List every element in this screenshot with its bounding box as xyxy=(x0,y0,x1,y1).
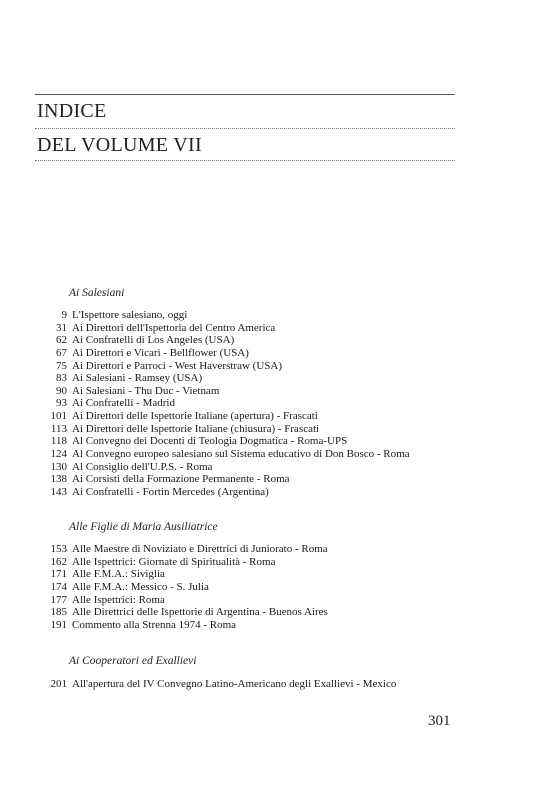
index-entry xyxy=(0,678,559,691)
entry-page: 138 xyxy=(50,473,67,486)
index-entry xyxy=(0,606,559,619)
volume-title: DEL VOLUME VII xyxy=(37,134,202,156)
entry-title: Commento alla Strenna 1974 - Roma xyxy=(72,618,237,631)
index-entry xyxy=(0,556,559,569)
entry-page: 177 xyxy=(50,593,67,606)
index-entry xyxy=(0,334,559,347)
entry-page: 9 xyxy=(61,309,67,321)
index-entry xyxy=(0,486,559,499)
entry-page: 31 xyxy=(56,321,67,334)
section-title-fma: Alle Figlie di Maria Ausiliatrice xyxy=(69,521,218,533)
entry-title: Ai Direttori e Parroci - West Haverstraw (USA) xyxy=(72,359,282,372)
entry-title: Ai Confratelli - Fortin Mercedes (Argentina) xyxy=(72,485,269,498)
entry-page: 153 xyxy=(50,543,67,555)
entry-page: 75 xyxy=(56,359,67,372)
entry-page: 83 xyxy=(56,372,67,385)
entry-title: Alle Maestre di Noviziato e Direttrici di Juniorato - Roma xyxy=(72,543,328,555)
index-entry xyxy=(0,473,559,486)
index-entry xyxy=(0,385,559,398)
entry-title: All'apertura del IV Convegno Latino-Americano degli Exallievi - Mexico xyxy=(72,678,397,690)
entry-page: 124 xyxy=(50,448,67,461)
entries-cooperatori xyxy=(0,678,559,691)
entry-title: Ai Direttori dell'Ispettoria del Centro America xyxy=(72,321,276,334)
entry-page: 201 xyxy=(50,678,67,690)
entry-title: Ai Salesiani - Thu Duc - Vietnam xyxy=(72,384,220,397)
index-entry xyxy=(0,568,559,581)
section-title-salesiani: Ai Salesiani xyxy=(69,287,125,299)
entry-page: 90 xyxy=(56,384,67,397)
top-rule xyxy=(35,94,455,95)
index-entry xyxy=(0,543,559,556)
entry-title: L'Ispettore salesiano, oggi xyxy=(72,309,188,321)
entry-page: 93 xyxy=(56,397,67,410)
entry-title: Alle Ispettrici: Roma xyxy=(72,593,165,606)
entry-title: Ai Salesiani - Ramsey (USA) xyxy=(72,372,203,385)
entry-title: Ai Direttori delle Ispettorie Italiane (apertura) - Frascati xyxy=(72,410,318,423)
index-entry xyxy=(0,448,559,461)
entries-fma xyxy=(0,543,559,631)
entry-title: Al Consiglio dell'U.P.S. - Roma xyxy=(72,460,213,473)
index-entry xyxy=(0,309,559,322)
entry-page: 113 xyxy=(50,422,67,435)
index-entry xyxy=(0,322,559,335)
entry-page: 62 xyxy=(56,334,67,347)
entry-title: Alle F.M.A.: Siviglia xyxy=(72,568,165,581)
section-title-cooperatori: Ai Cooperatori ed Exallievi xyxy=(69,655,197,667)
entry-title: Ai Confratelli di Los Angeles (USA) xyxy=(72,334,235,347)
index-entry xyxy=(0,461,559,474)
entry-page: 171 xyxy=(50,568,67,581)
index-entry xyxy=(0,619,559,632)
index-entry xyxy=(0,397,559,410)
entry-title: Alle Ispettrici: Giornate di Spiritualità - Roma xyxy=(72,555,276,568)
middle-rule xyxy=(35,128,455,129)
entries-salesiani xyxy=(0,309,559,499)
entry-title: Ai Corsisti della Formazione Permanente - Roma xyxy=(72,473,290,486)
index-entry xyxy=(0,435,559,448)
index-entry xyxy=(0,372,559,385)
entry-title: Alle Direttrici delle Ispettorie di Argentina - Buenos Aires xyxy=(72,606,328,619)
entry-page: 67 xyxy=(56,346,67,359)
index-entry xyxy=(0,581,559,594)
index-entry xyxy=(0,347,559,360)
entry-title: Ai Direttori e Vicari - Bellflower (USA) xyxy=(72,346,249,359)
entry-title: Ai Direttori delle Ispettorie Italiane (chiusura) - Frascati xyxy=(72,422,320,435)
index-entry xyxy=(0,410,559,423)
entry-page: 162 xyxy=(50,555,67,568)
entry-page: 191 xyxy=(50,618,67,631)
index-entry xyxy=(0,360,559,373)
entry-title: Alle F.M.A.: Messico - S. Julia xyxy=(72,580,209,593)
index-title: INDICE xyxy=(37,100,107,122)
index-entry xyxy=(0,594,559,607)
bottom-rule xyxy=(35,160,455,161)
entry-page: 174 xyxy=(50,580,67,593)
page-number: 301 xyxy=(428,713,451,729)
entry-title: Al Convegno europeo salesiano sul Sistema educativo di Don Bosco - Roma xyxy=(72,448,410,461)
entry-page: 185 xyxy=(50,606,67,619)
entry-page: 101 xyxy=(50,410,67,423)
entry-title: Al Convegno dei Docenti di Teologia Dogmatica - Roma-UPS xyxy=(72,435,348,448)
entry-page: 143 xyxy=(50,485,67,498)
index-entry xyxy=(0,423,559,436)
entry-title: Ai Confratelli - Madrid xyxy=(72,397,175,410)
entry-page: 130 xyxy=(50,460,67,473)
entry-page: 118 xyxy=(50,435,67,448)
